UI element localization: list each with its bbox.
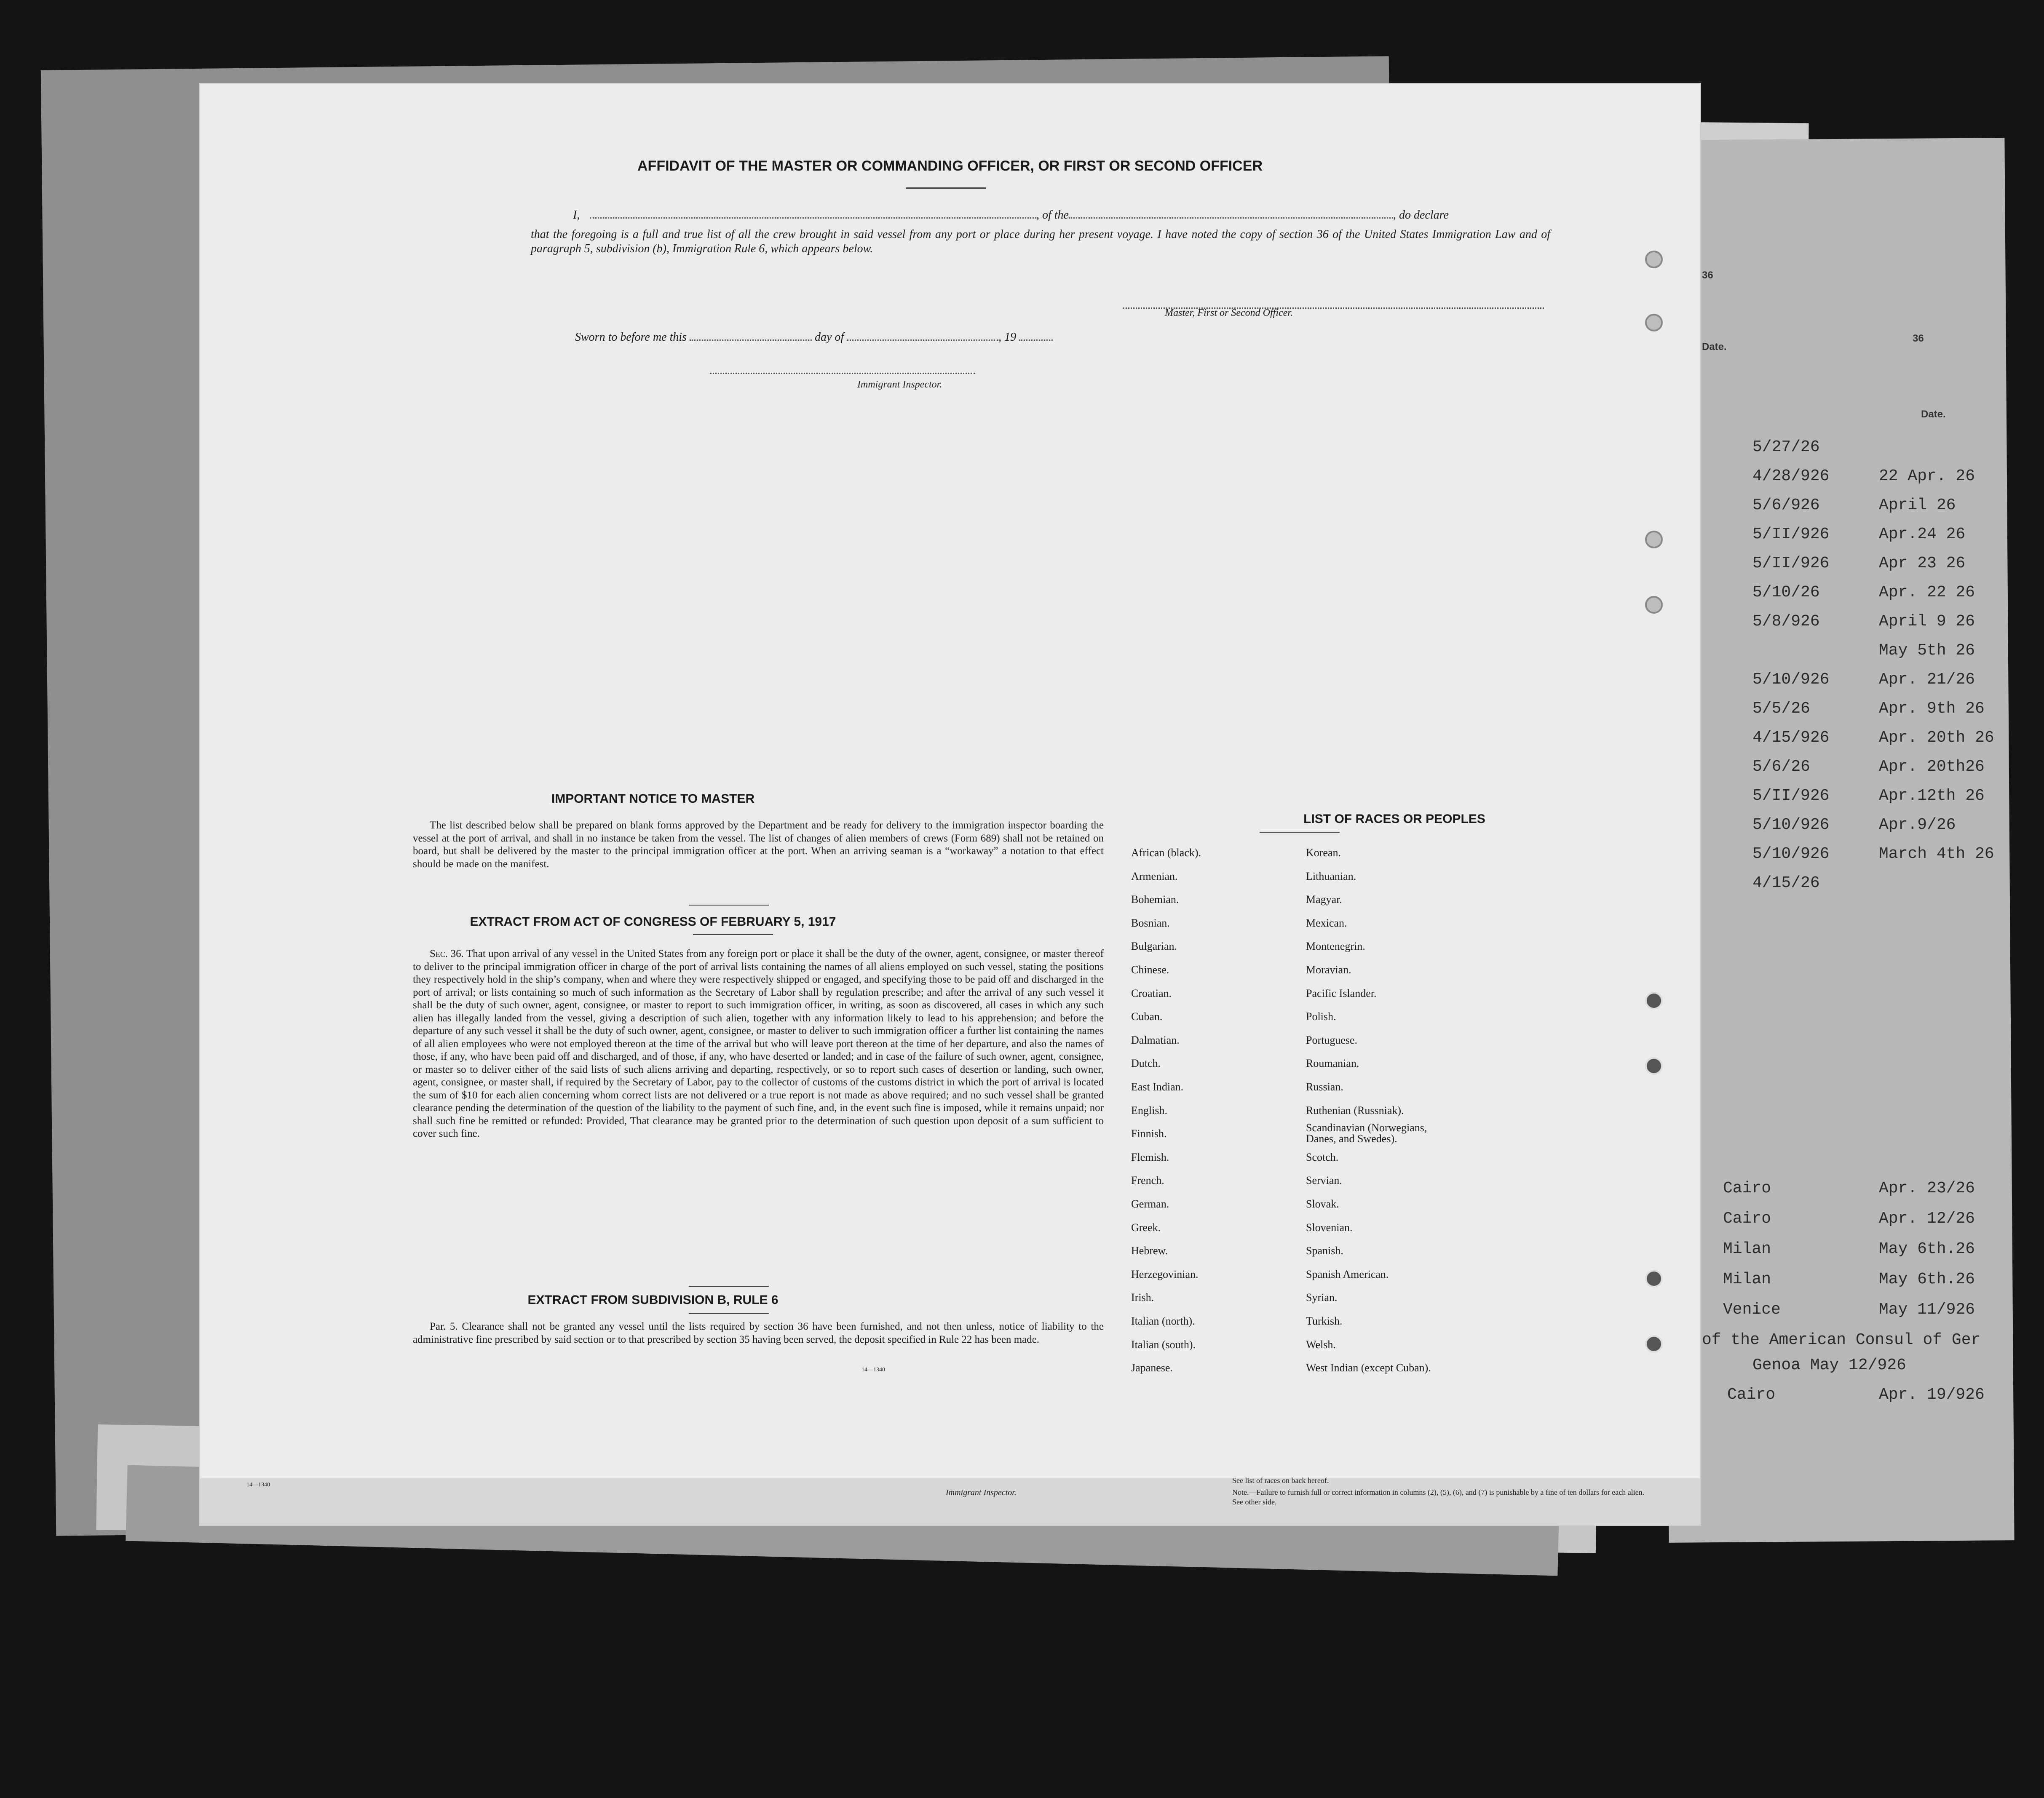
affidavit-do-declare: , do declare (1393, 208, 1449, 222)
arrival-date: March 4th 26 (1879, 845, 1994, 863)
race-item: African (black). (1131, 847, 1201, 859)
arrival-date: Apr. 20th 26 (1879, 729, 1994, 747)
arrival-date: 22 Apr. 26 (1879, 467, 1975, 485)
col-number-b: 36 (1913, 333, 1924, 344)
arrival-date: Apr. 21/26 (1879, 671, 1975, 689)
col-number-a: 36 (1702, 270, 1713, 281)
arrival-date: Apr.12th 26 (1879, 787, 1985, 805)
race-item: Japanese. (1131, 1362, 1173, 1374)
col-date-b: Date. (1921, 409, 1946, 420)
race-item: Lithuanian. (1306, 870, 1356, 882)
act-body-text: That upon arrival of any vessel in the United States from any foreign port or place it shall be the duty of the owner, agent, consignee, or master thereof to deliver to the principal immigration officer in charge of the port of arrival lists containing the names of all aliens employed on such vessel, stating the positions they respectively hold in the ship’s company, when and where they were respectively shipped or engaged, and specifying those to be paid off and discharged in the port of arrival; or lists containing so much of such information as the Secretary of Labor shall by regulation prescribe; and after the arrival of any such vessel it shall be the duty of such owner, agent, consignee, or master to report to such immigration officer, in writing, as soon as discovered, all cases in which any such alien has illegally landed from the vessel, giving a description of such alien, together with any information likely to lead to his apprehension; and before the departure of any such vessel it shall be the duty of such owner, agent, consignee, or master to deliver to such immigration officer a further list containing the names of all alien employees who were not employed thereon at the time of the arrival but who will leave port thereon at the time of her departure, and also the names of those, if any, who have been paid off and discharged, and of those, if any, who have deserted or landed; and in case of the failure of such owner, agent, consignee, or master so to deliver either of the said lists of such aliens arriving and departing, respectively, or so to report such cases of desertion or landing, such owner, agent, consignee, or master shall, if required by the Secretary of Labor, pay to the collector of customs of the customs district in which the port of arrival is located the sum of $10 for each alien concerning whom correct lists are not delivered or a true report is not made as above required; and no such vessel shall be granted clearance pending the determination of the question of the liability to the payment of such fine, and, in the event such fine is imposed, while it remains unpaid; nor shall such fine be remitted or refunded: Provided, That clearance may be granted prior to the determination of such question upon deposit of a sum sufficient to cover such fine. (413, 948, 1104, 1139)
port-city: Milan (1723, 1240, 1771, 1258)
inspector-signature-line (710, 369, 975, 376)
strip-inspector-label: Immigrant Inspector. (946, 1488, 1017, 1497)
race-item: Irish. (1131, 1291, 1154, 1304)
race-item: Korean. (1306, 847, 1341, 859)
race-item: Greek. (1131, 1221, 1161, 1234)
act-body (413, 948, 1104, 1141)
race-item: Ruthenian (Russniak). (1306, 1104, 1404, 1117)
strip-note-fine: Note.—Failure to furnish full or correct information in columns (2), (5), (6), and (7) is punishable by a fine of ten dollars for each alien. See other side. (1232, 1488, 1645, 1506)
port-city: Cairo (1723, 1210, 1771, 1228)
race-item: East Indian. (1131, 1081, 1184, 1093)
arrival-date: May 6th.26 (1879, 1270, 1975, 1288)
race-item: German. (1131, 1198, 1169, 1210)
heading-rule (906, 187, 986, 189)
port-city: Milan (1723, 1270, 1771, 1288)
binder-hole (1645, 1270, 1663, 1288)
race-item: Mexican. (1306, 916, 1347, 929)
affidavit-page (200, 84, 1700, 1525)
strip-form-number: 14—1340 (246, 1482, 270, 1488)
departure-date: 4/28/926 (1752, 467, 1830, 485)
section-rule (689, 905, 769, 906)
race-item: West Indian (except Cuban). (1306, 1362, 1431, 1374)
race-item: Montenegrin. (1306, 940, 1365, 953)
departure-date: 5/8/926 (1752, 612, 1820, 631)
arrival-date: Apr. 9th 26 (1879, 700, 1985, 718)
section-rule (689, 1286, 769, 1287)
departure-date: 5/II/926 (1752, 554, 1830, 572)
sworn-line (575, 331, 1053, 344)
year-text: , 19 (998, 331, 1017, 344)
departure-date: 5/II/926 (1752, 787, 1830, 805)
race-item: Magyar. (1306, 893, 1342, 906)
race-item: French. (1131, 1174, 1164, 1187)
affidavit-heading: AFFIDAVIT OF THE MASTER OR COMMANDING OFFICER, OR FIRST OR SECOND OFFICER (637, 158, 1263, 174)
affidavit-body: that the foregoing is a full and true list of all the crew brought in said vessel from any port or place during her present voyage. I have noted the copy of section 36 of the United States Immigration Law and of paragraph 5, subdivision (b), Immigration Rule 6, which appears below. (531, 228, 1550, 256)
arrival-date: May 6th.26 (1879, 1240, 1975, 1258)
race-item: Hebrew. (1131, 1245, 1168, 1257)
race-item: Finnish. (1131, 1127, 1167, 1140)
race-item: Dalmatian. (1131, 1034, 1180, 1046)
arrival-date: May 5th 26 (1879, 641, 1975, 660)
race-item: Polish. (1306, 1010, 1336, 1023)
departure-date: 5/5/26 (1752, 700, 1810, 718)
arrival-date: April 26 (1879, 496, 1956, 514)
arrival-date: Apr. 22 26 (1879, 583, 1975, 601)
notice-heading: IMPORTANT NOTICE TO MASTER (551, 792, 755, 806)
arrival-date: May 11/926 (1879, 1301, 1975, 1319)
sworn-text: Sworn to before me this (575, 331, 687, 344)
col-date-a: Date. (1702, 341, 1727, 353)
vessel-blank (1069, 217, 1393, 219)
binder-hole (1645, 314, 1663, 331)
race-item: Spanish. (1306, 1245, 1343, 1257)
race-item: Chinese. (1131, 964, 1169, 976)
binder-hole (1645, 596, 1663, 614)
departure-date: 4/15/26 (1752, 874, 1820, 892)
race-item: Pacific Islander. (1306, 987, 1377, 999)
form-number: 14—1340 (861, 1367, 885, 1373)
race-item: Russian. (1306, 1081, 1343, 1093)
race-item: Scotch. (1306, 1151, 1339, 1163)
race-item: Bohemian. (1131, 893, 1179, 906)
name-blank (590, 217, 1036, 219)
race-item: Dutch. (1131, 1057, 1161, 1070)
master-signature-line (1081, 303, 1548, 311)
race-item: Slovenian. (1306, 1221, 1353, 1234)
arrival-date: Apr. 20th26 (1879, 758, 1985, 776)
race-item: Portuguese. (1306, 1034, 1358, 1046)
race-item: Spanish American. (1306, 1268, 1389, 1280)
inspector-label: Immigrant Inspector. (857, 379, 942, 390)
last-arrival-date: Apr. 19/926 (1879, 1386, 1985, 1404)
race-item: Scandinavian (Norwegians, Danes, and Swedes). (1306, 1122, 1427, 1145)
bleed-through-text (322, 383, 1586, 847)
departure-date: 5/10/26 (1752, 583, 1820, 601)
master-label: Master, First or Second Officer. (1165, 307, 1293, 318)
arrival-date: Apr 23 26 (1879, 554, 1966, 572)
departure-date: 5/II/926 (1752, 525, 1830, 543)
affidavit-declaration-line (573, 208, 1550, 222)
binder-hole (1645, 251, 1663, 268)
arrival-date: Apr.24 26 (1879, 525, 1966, 543)
act-sec-label: Sec. 36. (430, 948, 464, 959)
arrival-date: Apr.9/26 (1879, 816, 1956, 834)
race-item: Croatian. (1131, 987, 1172, 999)
departure-date: 5/10/926 (1752, 816, 1830, 834)
race-item: Italian (north). (1131, 1315, 1195, 1327)
notice-body: The list described below shall be prepared on blank forms approved by the Department and be ready for delivery to the immigration inspector boarding the vessel at the port of arrival, and shall in no instance be taken from the vessel. The list of changes of alien members of crews (Form 689) shall not be retained on board, but shall be delivered by the master to the principal immigration officer at the port. When an arriving seaman is a “workaway” a notation to that effect should be made on the manifest. (413, 820, 1104, 870)
departure-date: 5/6/26 (1752, 758, 1810, 776)
race-item: Flemish. (1131, 1151, 1169, 1163)
genoa-line: Genoa May 12/926 (1752, 1356, 1906, 1374)
departure-date: 4/15/926 (1752, 729, 1830, 747)
port-city: Venice (1723, 1301, 1781, 1319)
day-of-text: day of (814, 331, 844, 344)
section-rule (1260, 832, 1340, 833)
race-item: Italian (south). (1131, 1338, 1196, 1351)
rule6-heading: EXTRACT FROM SUBDIVISION B, RULE 6 (527, 1293, 779, 1307)
race-item: English. (1131, 1104, 1167, 1117)
section-rule (689, 1313, 769, 1314)
race-item: Slovak. (1306, 1198, 1339, 1210)
race-item: Herzegovinian. (1131, 1268, 1199, 1280)
binder-hole (1645, 992, 1663, 1010)
port-city: Cairo (1723, 1179, 1771, 1197)
act-heading: EXTRACT FROM ACT OF CONGRESS OF FEBRUARY 5, 1917 (470, 915, 836, 929)
binder-hole (1645, 1335, 1663, 1353)
consul-line: of the American Consul of Ger (1702, 1331, 1981, 1349)
race-item: Bulgarian. (1131, 940, 1177, 953)
race-item: Bosnian. (1131, 916, 1170, 929)
races-heading: LIST OF RACES OR PEOPLES (1303, 812, 1485, 826)
arrival-date: Apr. 12/26 (1879, 1210, 1975, 1228)
arrival-date: Apr. 23/26 (1879, 1179, 1975, 1197)
departure-date: 5/27/26 (1752, 438, 1820, 456)
binder-hole (1645, 531, 1663, 548)
right-manifest-list (1685, 253, 2005, 1516)
affidavit-i: I, (573, 208, 580, 222)
race-item: Armenian. (1131, 870, 1178, 882)
departure-date: 5/10/926 (1752, 671, 1830, 689)
race-item: Moravian. (1306, 964, 1351, 976)
race-item: Turkish. (1306, 1315, 1343, 1327)
departure-date: 5/10/926 (1752, 845, 1830, 863)
binder-hole (1645, 1057, 1663, 1075)
race-item: Cuban. (1131, 1010, 1163, 1023)
section-rule (693, 934, 773, 935)
arrival-date: April 9 26 (1879, 612, 1975, 631)
race-item: Syrian. (1306, 1291, 1338, 1304)
race-item: Servian. (1306, 1174, 1342, 1187)
strip-note-races: See list of races on back hereof. (1232, 1476, 1329, 1485)
race-item: Roumanian. (1306, 1057, 1359, 1070)
rule6-body: Par. 5. Clearance shall not be granted any vessel until the lists required by section 36 have been furnished, and not then unless, notice of liability to the administrative fine prescribed by said section or to that prescribed by section 35 having been served, the deposit specified in Rule 22 has been made. (413, 1321, 1104, 1345)
departure-date: 5/6/926 (1752, 496, 1820, 514)
cairo-last: Cairo (1727, 1386, 1776, 1404)
affidavit-of-the: , of the (1036, 208, 1069, 222)
race-item: Welsh. (1306, 1338, 1336, 1351)
